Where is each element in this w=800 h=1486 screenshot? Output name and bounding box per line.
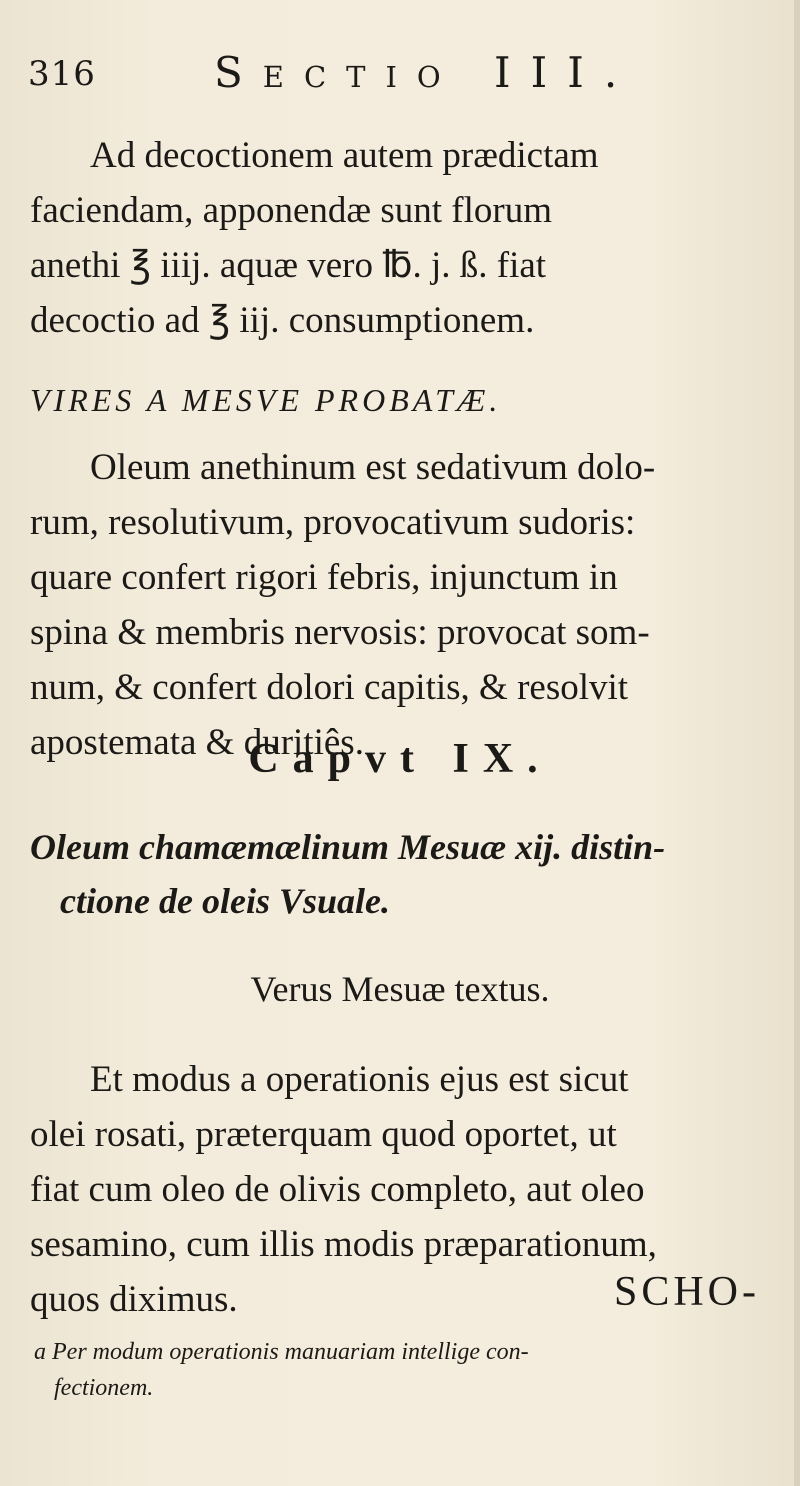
text-line: decoctio ad ℥ iij. consumptionem.: [30, 300, 535, 341]
footnote: [34, 1334, 774, 1406]
paragraph-decoction: [30, 128, 770, 348]
text-line: olei rosati, præterquam quod oportet, ut: [30, 1114, 617, 1155]
text-line: quare confert rigori febris, injunctum in: [30, 557, 618, 598]
text-line: fectionem.: [54, 1375, 154, 1401]
running-head: Sectio III.: [214, 48, 638, 97]
text-line: Oleum anethinum est sedativum dolo-: [90, 447, 656, 488]
text-line: fiat cum oleo de olivis completo, aut oleo: [30, 1169, 645, 1210]
catchword: SCHO-: [613, 1269, 760, 1315]
chapter-subtitle: [30, 820, 770, 928]
text-line: rum, resolutivum, provocativum sudoris:: [30, 502, 636, 543]
page-header: [28, 48, 768, 98]
page-number: 316: [28, 54, 96, 94]
subheading-textus: Verus Mesuæ textus.: [250, 969, 550, 1009]
text-line: faciendam, apponendæ sunt florum: [30, 190, 552, 231]
chapter-heading: Capvt IX.: [248, 736, 552, 782]
text-line: quos diximus.: [30, 1279, 238, 1320]
text-line: anethi ℥ iiij. aquæ vero ℔. j. ß. fiat: [30, 245, 547, 286]
text-line: ctione de oleis Vsuale.: [60, 881, 390, 921]
paragraph-oleum-anethinum: [30, 440, 770, 770]
text-line: apostemata & duritiês.: [30, 722, 364, 763]
text-line: Oleum chamæmælinum Mesuæ xij. distin-: [30, 827, 666, 867]
section-heading-vires: VIRES A MESVE PROBATÆ.: [30, 382, 502, 418]
text-line: Ad decoctionem autem prædictam: [90, 135, 599, 176]
text-line: spina & membris nervosis: provocat som-: [30, 612, 650, 653]
text-line: a Per modum operationis manuariam intellige con-: [34, 1339, 529, 1365]
text-line: sesamino, cum illis modis præparationum,: [30, 1224, 657, 1265]
text-line: num, & confert dolori capitis, & resolvit: [30, 667, 629, 708]
text-line: Et modus a operationis ejus est sicut: [90, 1059, 629, 1100]
